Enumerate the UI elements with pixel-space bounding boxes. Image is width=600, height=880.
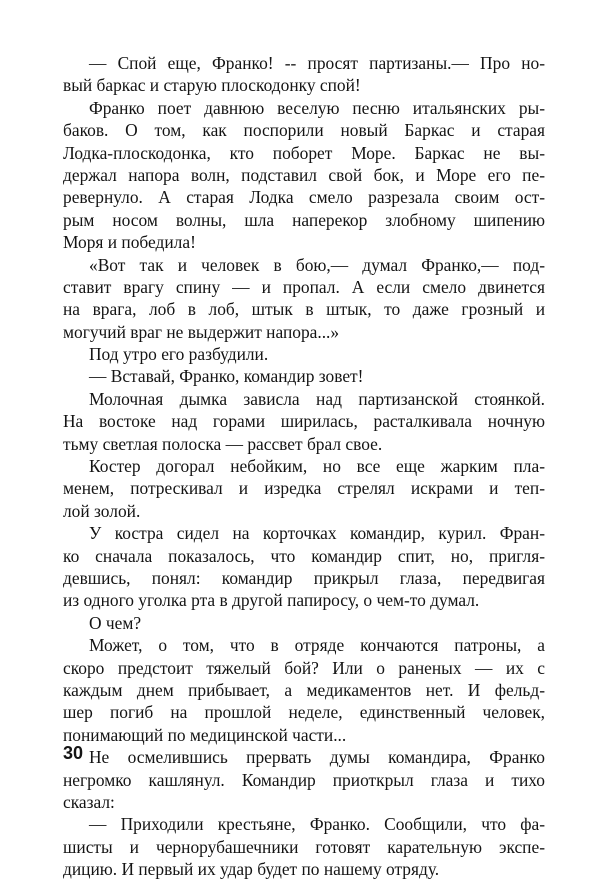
text-line: Может, о том, что в отряде кончаются патроны, а: [89, 635, 545, 656]
text-line: из одного уголка рта в другой папиросу, о чем-то думал.: [63, 590, 480, 611]
text-line: скоро предстоит тяжелый бой? Или о раненых — их с: [63, 657, 545, 678]
text-line: каждым днем прибывает, а медикаментов нет. И фельд-: [63, 679, 545, 700]
text-line: могучий враг не выдержит напора...»: [63, 321, 340, 342]
page-number: 30: [63, 743, 84, 763]
text-line: Моря и победила!: [63, 232, 196, 253]
text-line: «Вот так и человек в бою,— думал Франко,— под-: [89, 254, 545, 275]
text-line: тьму светлая полоска — рассвет брал свое.: [63, 433, 383, 454]
text-line: Не осмелившись прервать думы командира, Франко: [89, 747, 545, 768]
text-line: На востоке над горами ширилась, расталкивала ночную: [63, 411, 545, 432]
text-line: дицию. И первый их удар будет по нашему отряду.: [63, 859, 440, 880]
text-line: У костра сидел на корточках командир, курил. Фран-: [89, 523, 545, 544]
text-line: держал напора волн, подставил свой бок, и Море его пе-: [63, 164, 545, 185]
text-line: Костер догорал небойким, но все еще жарким пла-: [89, 456, 545, 477]
text-line: рым носом волны, шла наперекор злобному шипению: [63, 209, 545, 230]
text-line: ревернуло. А старая Лодка смело разрезала своим ост-: [63, 187, 545, 208]
text-line: сказал:: [63, 791, 115, 812]
text-line: шисты и чернорубашечники готовят карательную экспе-: [63, 836, 545, 857]
text-line: ставит врагу спину — и пропал. А если смело двинется: [63, 276, 545, 297]
page-text: [63, 52, 545, 880]
text-line: на врага, лоб в лоб, штык в штык, то даже грозный и: [63, 299, 545, 320]
text-line: Молочная дымка зависла над партизанской стоянкой.: [89, 388, 545, 409]
text-line: шер погиб на прошлой неделе, единственный человек,: [63, 702, 545, 723]
text-line: баков. О том, как поспорили новый Баркас и старая: [63, 120, 545, 141]
text-line: негромко кашлянул. Командир приоткрыл глаза и тихо: [63, 769, 545, 790]
text-line: ко сначала показалось, что командир спит, но, пригля-: [63, 545, 545, 566]
text-line: лой золой.: [63, 500, 141, 521]
text-line: понимающий по медицинской части...: [63, 724, 347, 745]
text-line: — Вставай, Франко, командир зовет!: [89, 366, 364, 387]
text-line: девшись, понял: командир прикрыл глаза, передвигая: [63, 567, 545, 588]
text-line: О чем?: [89, 612, 142, 633]
text-line: вый баркас и старую плоскодонку спой!: [63, 75, 361, 96]
text-line: Франко поет давнюю веселую песню итальянских ры-: [89, 97, 545, 118]
text-line: — Спой еще, Франко! -- просят партизаны.— Про но-: [89, 53, 545, 73]
text-line: — Приходили крестьяне, Франко. Сообщили, что фа-: [89, 814, 545, 835]
text-line: Лодка-плоскодонка, кто поборет Море. Баркас не вы-: [63, 142, 545, 163]
text-line: Под утро его разбудили.: [89, 344, 269, 365]
text-line: менем, потрескивал и изредка стрелял искрами и теп-: [63, 478, 545, 499]
